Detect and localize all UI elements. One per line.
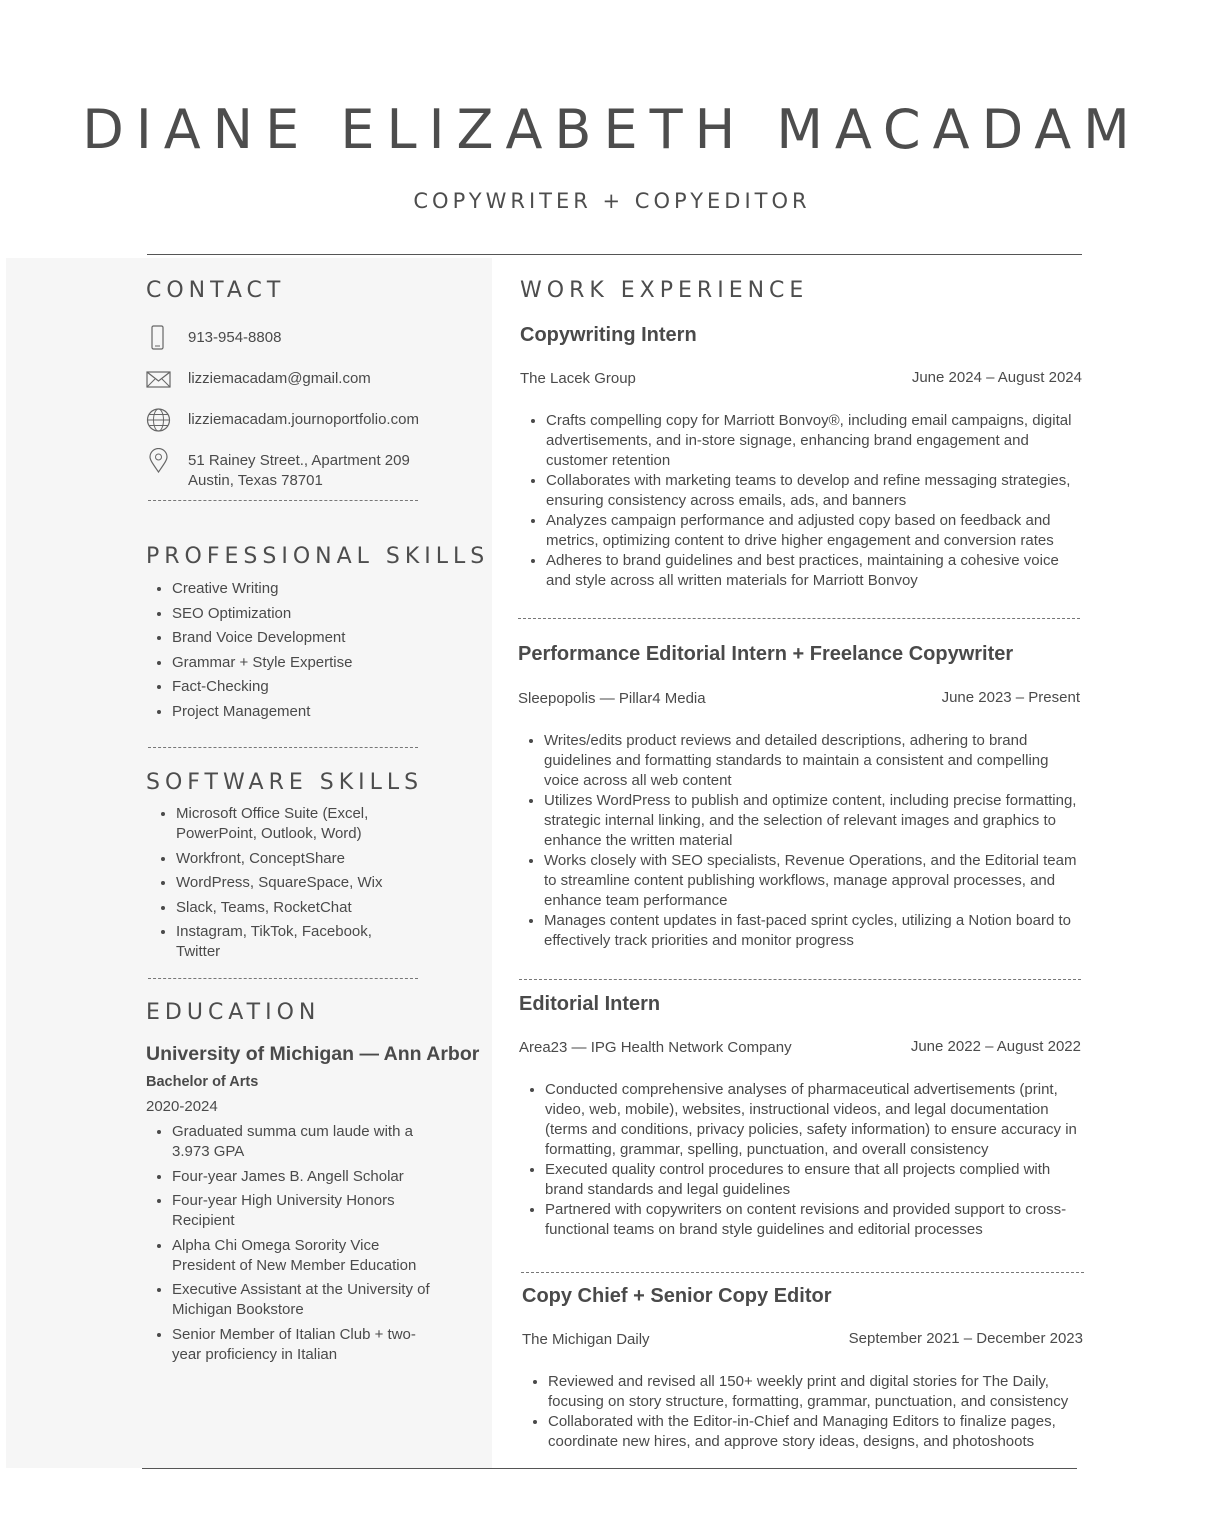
list-item: • Adheres to brand guidelines and best practices, maintaining a cohesive voice and style across all written materials for Marriott Bonvoy: [546, 551, 1086, 591]
job-dates: June 2024 – August 2024: [911, 369, 1082, 386]
list-item: • Executed quality control procedures to ensure that all projects complied with brand standards and legal guidelines: [545, 1160, 1085, 1200]
software-skills-list: [150, 804, 416, 962]
job-company: The Lacek Group: [520, 370, 636, 387]
list-item: • Partnered with copywriters on content revisions and provided support to cross-functional teams on brand style guidelines and editorial processes: [545, 1200, 1085, 1240]
list-item: • Works closely with SEO specialists, Revenue Operations, and the Editorial team to streamline content publishing workflows, manage approval processes, and enhance team performance: [544, 851, 1084, 911]
work-experience-heading: WORK EXPERIENCE: [520, 278, 809, 303]
list-item: • Four-year High University Honors Recipient: [172, 1191, 440, 1231]
professional-skills-list: [146, 577, 492, 725]
job-title: Performance Editorial Intern + Freelance Copywriter: [518, 643, 1014, 665]
sidebar-divider: [148, 500, 418, 501]
job-company: Area23 — IPG Health Network Company: [519, 1039, 792, 1056]
list-item: • Instagram, TikTok, Facebook, Twitter: [176, 922, 416, 962]
job-company: The Michigan Daily: [522, 1331, 650, 1348]
website-url[interactable]: lizziemacadam.journoportfolio.com: [188, 411, 419, 428]
list-item: • Crafts compelling copy for Marriott Bonvoy®, including email campaigns, digital advertisements, and in-store signage, enhancing brand engagement and customer retention: [546, 411, 1086, 471]
job-bullets: [523, 1372, 1088, 1452]
list-item: • Alpha Chi Omega Sorority Vice President of New Member Education: [172, 1236, 440, 1276]
list-item: • Brand Voice Development: [172, 626, 492, 651]
job-divider: [521, 1272, 1084, 1273]
phone-icon: [146, 325, 172, 351]
list-item: • Collaborated with the Editor-in-Chief and Managing Editors to finalize pages, coordinate new hires, and approve story ideas, designs, and photoshoots: [548, 1412, 1088, 1452]
job-divider: [519, 979, 1081, 980]
professional-skills-heading: PROFESSIONAL SKILLS: [146, 544, 490, 569]
list-item: • Utilizes WordPress to publish and optimize content, including precise formatting, strategic internal linking, and the selection of relevant images and graphics to enhance the written material: [544, 791, 1084, 851]
email-address[interactable]: lizziemacadam@gmail.com: [188, 370, 371, 387]
list-item: • Microsoft Office Suite (Excel, PowerPoint, Outlook, Word): [176, 804, 416, 844]
list-item: • Graduated summa cum laude with a 3.973 GPA: [172, 1122, 440, 1162]
list-item: • WordPress, SquareSpace, Wix: [176, 873, 416, 893]
school-name: University of Michigan — Ann Arbor: [146, 1043, 480, 1065]
list-item: • Executive Assistant at the University of Michigan Bookstore: [172, 1280, 440, 1320]
job-company: Sleepopolis — Pillar4 Media: [518, 690, 706, 707]
header-divider: [147, 254, 1082, 255]
education-heading: EDUCATION: [146, 1000, 321, 1025]
job-title: Copy Chief + Senior Copy Editor: [522, 1285, 832, 1307]
software-skills-heading: SOFTWARE SKILLS: [146, 770, 424, 795]
sidebar-divider: [148, 978, 418, 979]
list-item: • Four-year James B. Angell Scholar: [172, 1167, 440, 1187]
contact-heading: CONTACT: [146, 278, 286, 303]
list-item: • Manages content updates in fast-paced sprint cycles, utilizing a Notion board to effectively track priorities and monitor progress: [544, 911, 1084, 951]
address-line-2: Austin, Texas 78701: [188, 472, 323, 489]
resume-title: COPYWRITER + COPYEDITOR: [413, 189, 811, 213]
education-years: 2020-2024: [146, 1098, 218, 1115]
list-item: • Grammar + Style Expertise: [172, 651, 492, 676]
envelope-icon: [146, 366, 172, 392]
list-item: • SEO Optimization: [172, 602, 492, 627]
globe-icon: [146, 407, 172, 433]
list-item: • Collaborates with marketing teams to develop and refine messaging strategies, ensuring consistency across emails, ads, and banners: [546, 471, 1086, 511]
job-bullets: [519, 731, 1084, 951]
list-item: • Fact-Checking: [172, 675, 492, 700]
job-dates: September 2021 – December 2023: [848, 1330, 1083, 1347]
job-title: Copywriting Intern: [520, 324, 697, 346]
list-item: • Creative Writing: [172, 577, 492, 602]
job-divider: [518, 618, 1080, 619]
list-item: • Reviewed and revised all 150+ weekly print and digital stories for The Daily, focusing on story structure, formatting, grammar, punctuation, and consistency: [548, 1372, 1088, 1412]
job-title: Editorial Intern: [519, 993, 661, 1015]
phone-number[interactable]: 913-954-8808: [188, 329, 282, 346]
education-list: [146, 1122, 440, 1365]
list-item: • Conducted comprehensive analyses of pharmaceutical advertisements (print, video, web, mobile), websites, instructional videos, and legal documentation (terms and conditions, privacy policies, safety information) to ensure accuracy in formatting, grammar, spelling, punctuation, and overall consistency: [545, 1080, 1085, 1160]
address-line-1: 51 Rainey Street., Apartment 209: [188, 452, 410, 469]
list-item: • Senior Member of Italian Club + two-year proficiency in Italian: [172, 1325, 440, 1365]
list-item: • Analyzes campaign performance and adjusted copy based on feedback and metrics, optimizing content to drive higher engagement and conversion rates: [546, 511, 1086, 551]
list-item: • Writes/edits product reviews and detailed descriptions, adhering to brand guidelines and formatting standards to maintain a consistent and compelling voice across all web content: [544, 731, 1084, 791]
job-dates: June 2023 – Present: [941, 689, 1080, 706]
job-bullets: [520, 1080, 1085, 1240]
list-item: • Slack, Teams, RocketChat: [176, 898, 416, 918]
job-dates: June 2022 – August 2022: [910, 1038, 1081, 1055]
footer-divider: [142, 1468, 1077, 1469]
sidebar-divider: [148, 747, 418, 748]
degree: Bachelor of Arts: [146, 1074, 259, 1090]
list-item: • Workfront, ConceptShare: [176, 849, 416, 869]
job-bullets: [521, 411, 1086, 591]
resume-name: DIANE ELIZABETH MACADAM: [82, 98, 1142, 161]
location-pin-icon: [146, 448, 172, 474]
list-item: • Project Management: [172, 700, 492, 725]
